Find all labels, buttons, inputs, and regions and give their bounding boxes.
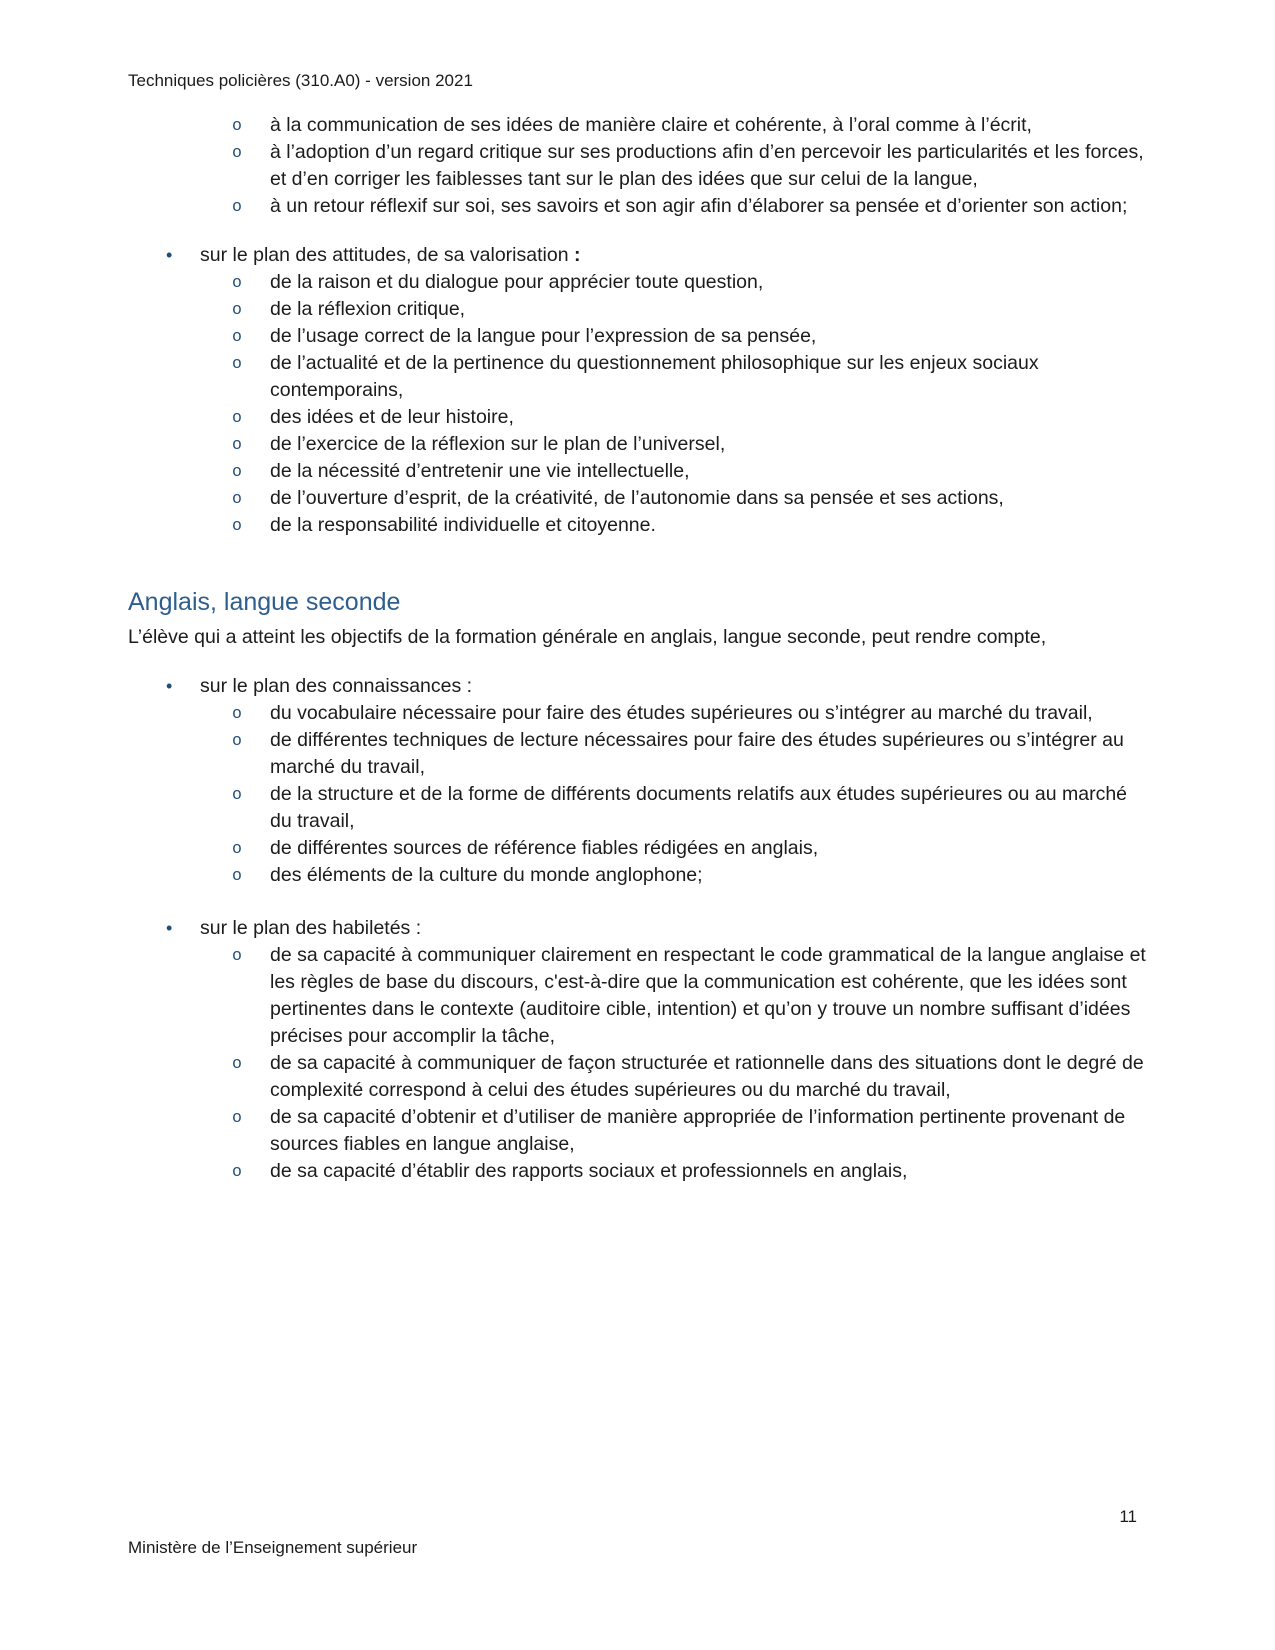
connaissances-section [128,673,1149,889]
document-title: Techniques policières (310.A0) - version 2021 [128,71,473,90]
list-item [128,139,1149,193]
circle-bullet-icon: o [232,354,242,373]
list-item [128,862,1149,889]
bullet-heading-label: sur le plan des connaissances [200,675,462,697]
attitudes-sublist [128,269,1149,539]
list-item-text: de sa capacité à communiquer clairement en respectant le code grammatical de la langue anglaise et les règles de base du discours, c'est-à-dire que la communication est cohérente, que les idées sont pertinentes dans le contexte (auditoire cible, intention) et qu’on y trouve un nombre suffisant d’idées précises pour accomplir la tâche, [270,944,1146,1047]
list-item [128,323,1149,350]
list-item-text: de la structure et de la forme de différents documents relatifs aux études supérieures ou au marché du travail, [270,783,1128,832]
list-item-text: à la communication de ses idées de manière claire et cohérente, à l’oral comme à l’écrit, [270,114,1032,136]
section-heading-anglais: Anglais, langue seconde [128,588,401,616]
list-item [128,942,1149,1050]
circle-bullet-icon: o [232,435,242,454]
list-item-text: de la raison et du dialogue pour apprécier toute question, [270,271,764,293]
circle-bullet-icon: o [232,273,242,292]
attitudes-section [128,242,1149,539]
circle-bullet-icon: o [232,300,242,319]
list-item [128,350,1149,404]
list-item-text: de différentes sources de référence fiables rédigées en anglais, [270,837,819,859]
bullet-heading-colon: : [568,244,581,266]
list-item [128,727,1149,781]
habiletes-sublist [128,942,1149,1185]
list-item-text: à un retour réflexif sur soi, ses savoirs et son agir afin d’élaborer sa pensée et d’orienter son action; [270,195,1128,217]
circle-bullet-icon: o [232,946,242,965]
page-header [128,70,473,92]
bullet-heading-colon: : [410,917,422,939]
philosophy-sublist [128,112,1149,220]
list-item-text: de sa capacité à communiquer de façon structurée et rationnelle dans des situations dont le degré de complexité correspond à celui des études supérieures ou du marché du travail, [270,1052,1144,1101]
list-item [128,269,1149,296]
list-item [128,835,1149,862]
list-item-text: des idées et de leur histoire, [270,406,514,428]
page-footer [128,1537,417,1559]
circle-bullet-icon: o [232,516,242,535]
list-item [128,1104,1149,1158]
circle-bullet-icon: o [232,704,242,723]
list-item-text: de l’actualité et de la pertinence du questionnement philosophique sur les enjeux sociaux contemporains, [270,352,1039,401]
circle-bullet-icon: o [232,731,242,750]
list-item-text: de sa capacité d’établir des rapports sociaux et professionnels en anglais, [270,1160,908,1182]
circle-bullet-icon: o [232,143,242,162]
bullet-heading [128,673,1149,700]
list-item-text: du vocabulaire nécessaire pour faire des études supérieures ou s’intégrer au marché du travail, [270,702,1093,724]
list-item [128,404,1149,431]
page-number: 11 [1119,1507,1137,1526]
list-item-text: de l’ouverture d’esprit, de la créativité, de l’autonomie dans sa pensée et ses actions, [270,487,1004,509]
list-item [128,781,1149,835]
habiletes-section [128,915,1149,1185]
list-item [128,512,1149,539]
bullet-heading [128,915,1149,942]
list-item-text: des éléments de la culture du monde anglophone; [270,864,703,886]
list-item-text: de la réflexion critique, [270,298,466,320]
dot-bullet-icon: • [166,918,173,938]
dot-bullet-icon: • [166,676,173,696]
bullet-heading-text [200,242,1149,269]
circle-bullet-icon: o [232,408,242,427]
list-item-text: de l’exercice de la réflexion sur le plan de l’universel, [270,433,726,455]
circle-bullet-icon: o [232,327,242,346]
circle-bullet-icon: o [232,866,242,885]
list-item-text: de sa capacité d’obtenir et d’utiliser de manière appropriée de l’information pertinente provenant de sources fiables en langue anglaise, [270,1106,1126,1155]
dot-bullet-icon: • [166,245,173,265]
circle-bullet-icon: o [232,839,242,858]
circle-bullet-icon: o [232,1108,242,1127]
bullet-heading-text [200,673,1149,700]
circle-bullet-icon: o [232,462,242,481]
list-item [128,193,1149,220]
bullet-heading-colon: : [461,675,473,697]
list-item [128,458,1149,485]
bullet-heading [128,242,1149,269]
bullet-heading-label: sur le plan des habiletés [200,917,411,939]
list-item [128,431,1149,458]
list-item-text: de l’usage correct de la langue pour l’expression de sa pensée, [270,325,817,347]
connaissances-sublist [128,700,1149,889]
list-item [128,296,1149,323]
list-item [128,112,1149,139]
ministry-name: Ministère de l’Enseignement supérieur [128,1538,418,1557]
list-item [128,1050,1149,1104]
circle-bullet-icon: o [232,116,242,135]
list-item [128,485,1149,512]
circle-bullet-icon: o [232,1162,242,1181]
intro-paragraph: L’élève qui a atteint les objectifs de la formation générale en anglais, langue seconde, peut rendre compte, [128,626,1047,648]
circle-bullet-icon: o [232,197,242,216]
list-item [128,1158,1149,1185]
list-item [128,700,1149,727]
bullet-heading-label: sur le plan des attitudes, de sa valorisation [200,244,569,266]
list-item-text: de la responsabilité individuelle et citoyenne. [270,514,656,536]
circle-bullet-icon: o [232,489,242,508]
list-item-text: à l’adoption d’un regard critique sur ses productions afin d’en percevoir les particularités et les forces, et d’en corriger les faiblesses tant sur le plan des idées que sur celui de la langue, [270,141,1144,190]
document-body [128,112,1149,1185]
circle-bullet-icon: o [232,785,242,804]
list-item-text: de différentes techniques de lecture nécessaires pour faire des études supérieures ou s’intégrer au marché du travail, [270,729,1124,778]
list-item-text: de la nécessité d’entretenir une vie intellectuelle, [270,460,690,482]
bullet-heading-text [200,915,1149,942]
circle-bullet-icon: o [232,1054,242,1073]
